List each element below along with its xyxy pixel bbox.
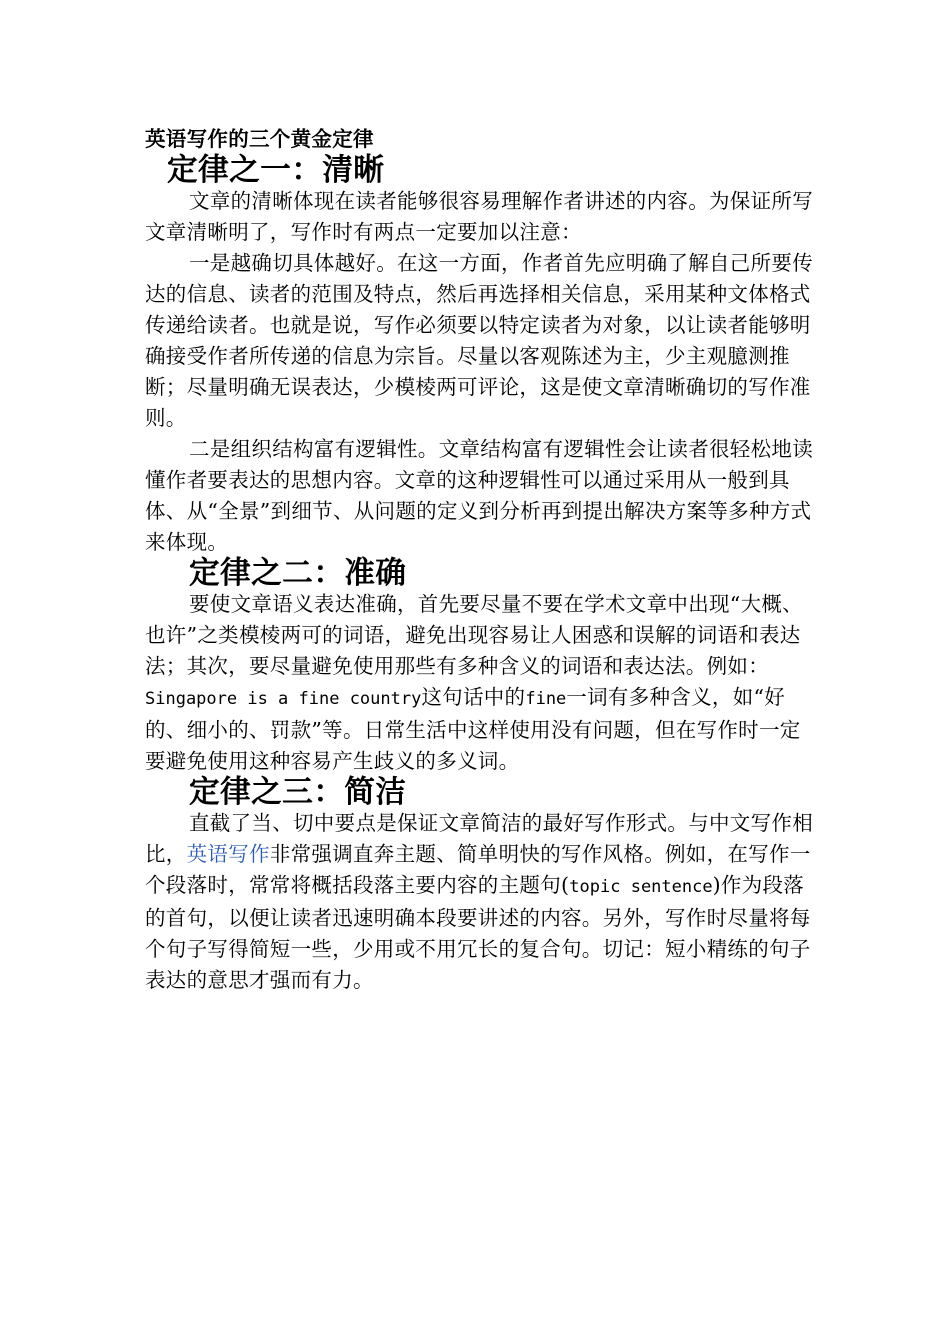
example-word: fine bbox=[525, 689, 567, 709]
paragraph-conciseness bbox=[145, 808, 813, 996]
document-title: 英语写作的三个黄金定律 bbox=[145, 127, 374, 151]
paragraph-accuracy-text-a: 要使文章语义表达准确，首先要尽量不要在学术文章中出现“大概、也许”之类模棱两可的词语，避免出现容易让人困惑和误解的词语和表达法；其次，要尽量避免使用那些有多种含义的词语和表达法。例如： bbox=[145, 592, 803, 678]
example-sentence: Singapore is a fine country bbox=[145, 689, 422, 709]
section-heading-accuracy: 定律之二：准确 bbox=[189, 555, 407, 591]
paragraph-accuracy-text-b: 这句话中的 bbox=[421, 685, 526, 709]
paragraph-conciseness-text-c: )作为段落的首句，以便让读者迅速明确本段要讲述的内容。另外，写作时尽量将每个句子写得简短一些，少用或不用冗长的复合句。切记：短小精练的句子表达的意思才强而有力。 bbox=[145, 873, 811, 992]
paragraph-clarity-point-one: 一是越确切具体越好。在这一方面，作者首先应明确了解自己所要传达的信息、读者的范围及特点，然后再选择相关信息，采用某种文体格式传递给读者。也就是说，写作必须要以特定读者为对象，以让读者能够明确接受作者所传递的信息为宗旨。尽量以客观陈述为主，少主观臆测推断；尽量明确无误表达，少模棱两可评论，这是使文章清晰确切的写作准则。 bbox=[145, 251, 813, 430]
paragraph-accuracy bbox=[145, 589, 813, 777]
document-body bbox=[145, 124, 813, 996]
paragraph-clarity-intro: 文章的清晰体现在读者能够很容易理解作者讲述的内容。为保证所写文章清晰明了，写作时有两点一定要加以注意： bbox=[145, 189, 813, 244]
section-heading-conciseness: 定律之三：简洁 bbox=[189, 774, 407, 810]
topic-sentence-term: topic sentence bbox=[569, 877, 713, 897]
paragraph-clarity-point-two: 二是组织结构富有逻辑性。文章结构富有逻辑性会让读者很轻松地读懂作者要表达的思想内容。文章的这种逻辑性可以通过采用从一般到具体、从“全景”到细节、从问题的定义到分析再到提出解决方案等多种方式来体现。 bbox=[145, 437, 813, 554]
paragraph-conciseness-text-a: 直截了当、切中要点是保证文章简洁的最好写作形式。与中文写作相比， bbox=[145, 811, 813, 866]
paragraph-accuracy-text-c: 一词有多种含义，如“好的、细小的、罚款”等。日常生活中这样使用没有问题，但在写作时一定要避免使用这种容易产生歧义的多义词。 bbox=[145, 685, 801, 773]
paragraph-conciseness-text-b: 非常强调直奔主题、简单明快的写作风格。例如，在写作一个段落时，常常将概括段落主要内容的主题句( bbox=[145, 842, 811, 897]
section-heading-clarity: 定律之一：清晰 bbox=[167, 152, 385, 188]
english-writing-link[interactable]: 英语写作 bbox=[186, 842, 270, 866]
